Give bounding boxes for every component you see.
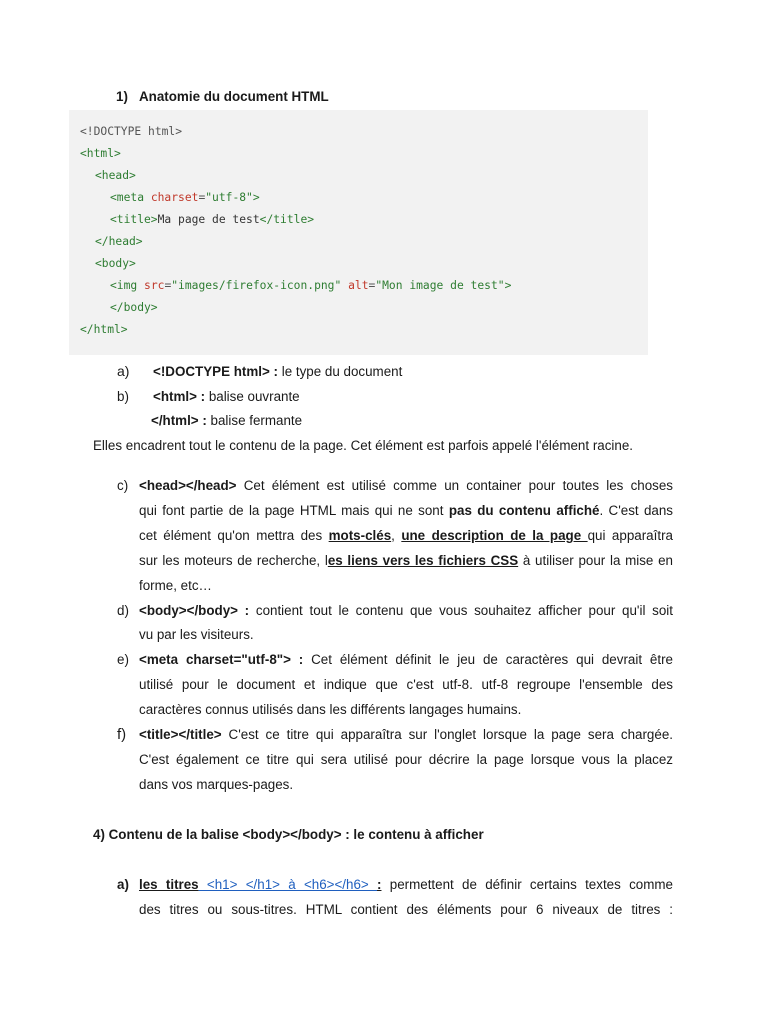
list-item: <!DOCTYPE html> : le type du document — [153, 364, 403, 379]
list-item: les titres <h1> </h1> à <h6></h6> : permettent de définir certains textes comme — [139, 877, 673, 892]
list-item-line: C'est également ce titre qui sera utilisé pour décrire la page lorsque vous la placez — [139, 752, 673, 767]
list-item-line: qui font partie de la page HTML mais qui ne sont pas du contenu affiché. C'est dans — [139, 503, 674, 518]
list-item-line: caractères connus utilisés dans les différents langages humains. — [139, 702, 522, 717]
section-title: Anatomie du document HTML — [139, 89, 329, 104]
code-block — [69, 110, 648, 355]
list-marker: a) — [117, 363, 130, 379]
section-heading: 4) Contenu de la balise <body></body> : le contenu à afficher — [93, 827, 484, 842]
paragraph: Elles encadrent tout le contenu de la page. Cet élément est parfois appelé l'élément racine. — [93, 438, 634, 453]
section-number: 1) — [116, 89, 128, 104]
code-line-10: </html> — [80, 323, 128, 336]
list-item: <body></body> : contient tout le contenu que vous souhaitez afficher pour qu'il soit — [139, 603, 673, 618]
list-marker: b) — [117, 389, 129, 404]
list-item: <title></title> C'est ce titre qui apparaîtra sur l'onglet lorsque la page sera chargée. — [139, 727, 673, 742]
list-item-line: cet élément qu'on mettra des mots-clés, une description de la page qui apparaîtra — [139, 528, 673, 543]
list-marker: e) — [117, 652, 129, 667]
list-marker: c) — [117, 478, 129, 493]
list-item-line: dans vos marques-pages. — [139, 777, 294, 792]
code-line-7: <body> — [95, 257, 136, 270]
list-item: </html> : balise fermante — [151, 413, 303, 428]
code-line-3: <head> — [95, 169, 136, 182]
list-item-line: forme, etc… — [139, 578, 212, 593]
list-item-line: utilisé pour le document et indique que c'est utf-8. utf-8 regroupe l'ensemble des — [139, 677, 673, 692]
list-item-line: des titres ou sous-titres. HTML contient des éléments pour 6 niveaux de titres : — [139, 902, 673, 917]
list-marker: d) — [117, 603, 129, 618]
list-item-line: sur les moteurs de recherche, les liens vers les fichiers CSS à utiliser pour la mise en — [139, 553, 673, 568]
code-line-2: <html> — [80, 147, 121, 160]
list-item: <meta charset="utf-8"> : Cet élément définit le jeu de caractères qui devrait être — [139, 652, 673, 667]
code-line-5: <title>Ma page de test</title> — [110, 213, 315, 226]
code-line-9: </body> — [110, 301, 158, 314]
list-marker: f) — [117, 726, 127, 743]
code-line-8: <img src="images/firefox-icon.png" alt="Mon image de test"> — [110, 279, 512, 292]
code-line-1: <!DOCTYPE html> — [80, 125, 183, 138]
list-marker: a) — [117, 877, 129, 892]
code-line-4: <meta charset="utf-8"> — [110, 191, 260, 204]
list-item: <head></head> Cet élément est utilisé comme un container pour toutes les choses — [139, 478, 673, 493]
code-line-6: </head> — [95, 235, 143, 248]
list-item: <html> : balise ouvrante — [153, 389, 300, 404]
list-item-line: vu par les visiteurs. — [139, 627, 254, 642]
